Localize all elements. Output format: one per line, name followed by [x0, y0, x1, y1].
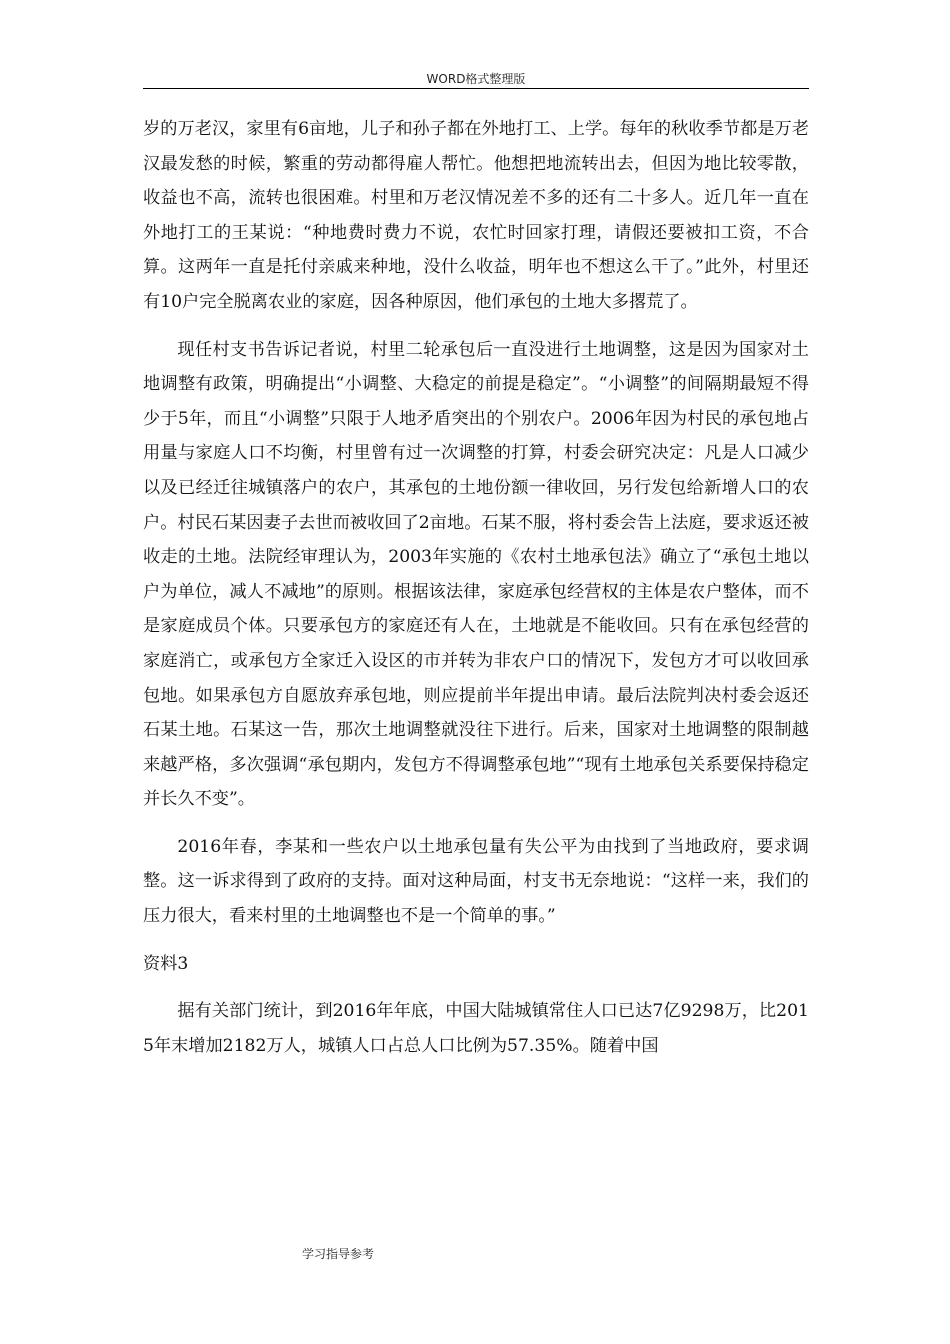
page-header: WORD格式整理版: [426, 72, 526, 86]
paragraph-1: 岁的万老汉，家里有6亩地，儿子和孙子都在外地打工、上学。每年的秋收季节都是万老汉最发愁的时候，繁重的劳动都得雇人帮忙。他想把地流转出去，但因为地比较零散，收益也不高，流转也很困难。村里和万老汉情况差不多的还有二十多人。近几年一直在外地打工的王某说：“种地费时费力不说，农忙时回家打理，请假还要被扣工资，不合算。这两年一直是托付亲戚来种地，没什么收益，明年也不想这么干了。”此外，村里还有10户完全脱离农业的家庭，因各种原因，他们承包的土地大多撂荒了。: [143, 119, 809, 312]
document-body: [143, 112, 809, 1063]
paragraph-2: 现任村支书告诉记者说，村里二轮承包后一直没进行土地调整，这是因为国家对土地调整有政策，明确提出“小调整、大稳定的前提是稳定”。“小调整”的间隔期最短不得少于5年，而且“小调整”只限于人地矛盾突出的个别农户。2006年因为村民的承包地占用量与家庭人口不均衡，村里曾有过一次调整的打算，村委会研究决定：凡是人口减少以及已经迁往城镇落户的农户，其承包的土地份额一律收回，另行发包给新增人口的农户。村民石某因妻子去世而被收回了2亩地。石某不服，将村委会告上法庭，要求返还被收走的土地。法院经审理认为，2003年实施的《农村土地承包法》确立了“承包土地以户为单位，减人不减地”的原则。根据该法律，家庭承包经营权的主体是农户整体，而不是家庭成员个体。只要承包方的家庭还有人在，土地就是不能收回。只有在承包经营的家庭消亡，或承包方全家迁入设区的市并转为非农户口的情况下，发包方才可以收回承包地。如果承包方自愿放弃承包地，则应提前半年提出申请。最后法院判决村委会返还石某土地。石某这一告，那次土地调整就没往下进行。后来，国家对土地调整的限制越来越严格，多次强调“承包期内，发包方不得调整承包地”“现有土地承包关系要保持稳定并长久不变”。: [143, 339, 809, 810]
section-label: 资料3: [143, 953, 189, 974]
paragraph-4: 据有关部门统计，到2016年年底，中国大陆城镇常住人口已达7亿9298万，比2015年末增加2182万人，城镇人口占总人口比例为57.35%。随着中国: [143, 1001, 809, 1056]
paragraph-3: 2016年春，李某和一些农户以土地承包量有失公平为由找到了当地政府，要求调整。这一诉求得到了政府的支持。面对这种局面，村支书无奈地说：“这样一来，我们的压力很大，看来村里的土地调整也不是一个简单的事。”: [143, 836, 809, 927]
header-divider: [143, 88, 809, 89]
page-footer: 学习指导参考: [302, 1247, 375, 1261]
